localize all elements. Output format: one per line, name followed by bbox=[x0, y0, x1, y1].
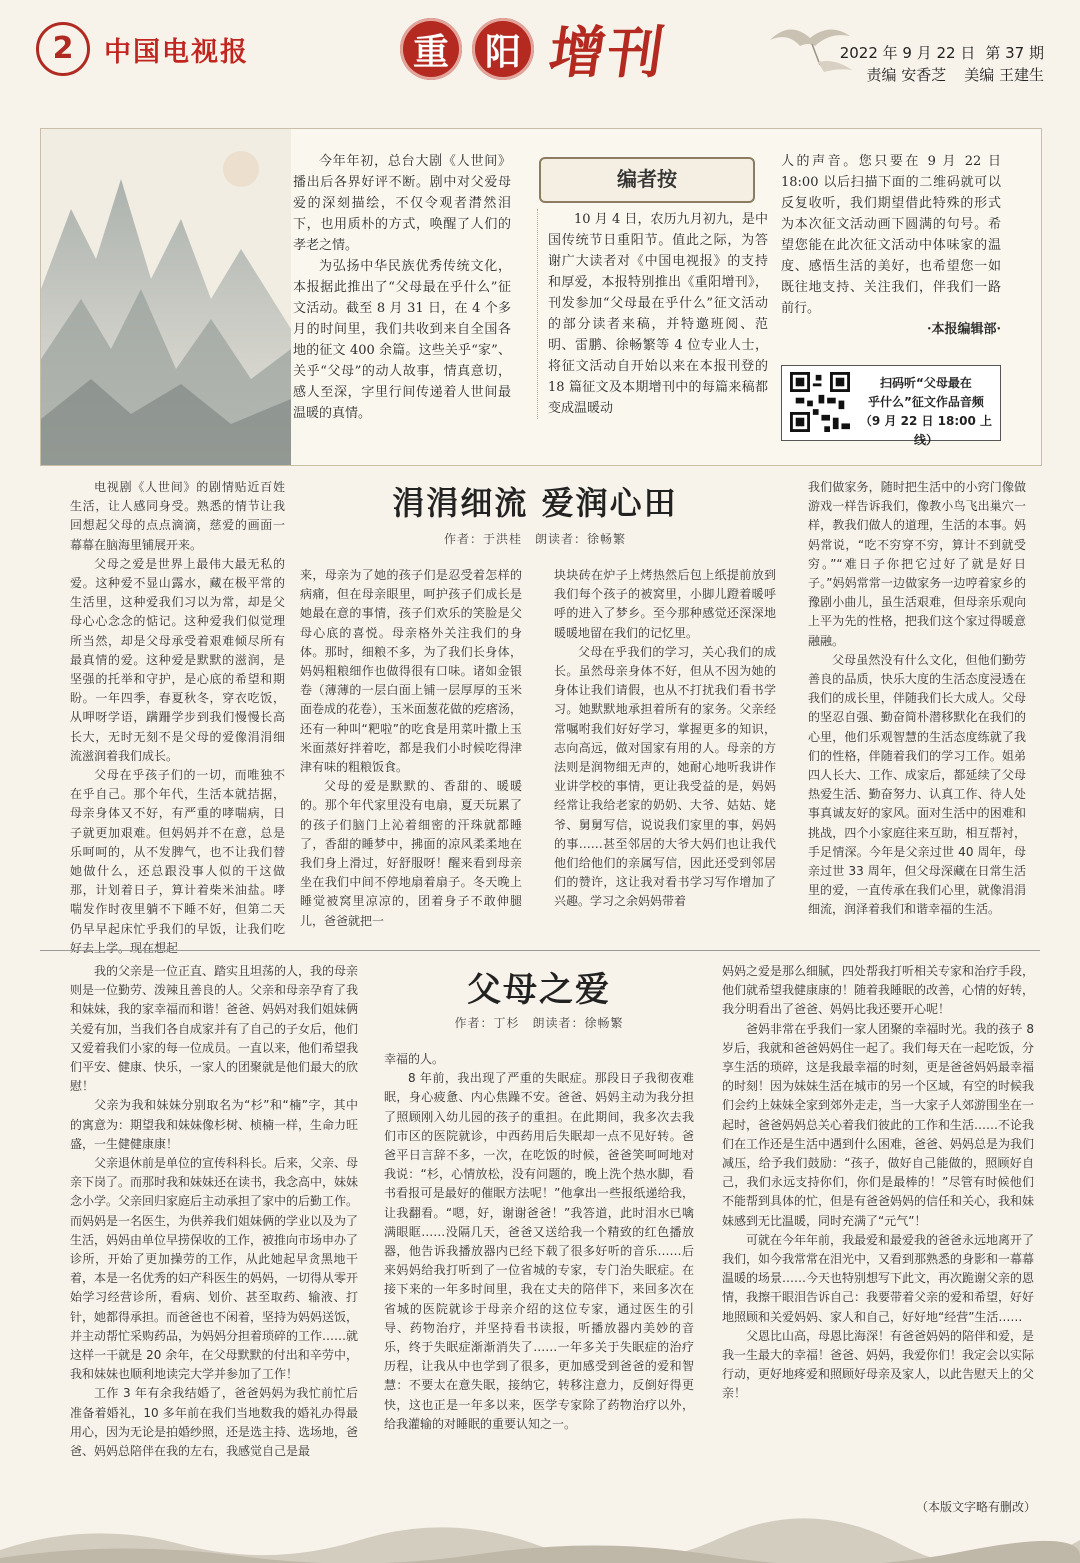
article2-col1 bbox=[70, 962, 358, 1461]
masthead-char-1: 重 bbox=[400, 18, 462, 80]
article1-title: 涓涓细流 爱润心田 bbox=[392, 484, 678, 522]
article2-paragraph: 父亲退休前是单位的宣传科科长。后来，父亲、母亲下岗了。而那时我和妹妹还在读书，我念高中，妹妹念小学。父亲回归家庭后主动承担了家中的后勤工作。而妈妈是一名医生，为供养我们姐妹俩的学业以及为了生活，妈妈由单位早捞保收的工作，被推向市场申办了诊所，开始了更加操劳的工作，从此她起早贪黑地干着，本是一名优秀的妇产科医生的妈妈，一切得从零开始学习经营诊所，看病、划价、甚至取药、输液、打针，她都得承担。而爸爸也不闲着，坚持为妈妈送饭，并主动帮忙采购药品，为妈妈分担着琐碎的工作……就这样一干就是 20 余年，在父母默默的付出和辛劳中，我和妹妹也顺利地读完大学并参加了工作！ bbox=[70, 1156, 359, 1382]
qr-caption-line: 扫码听“父母最在 bbox=[880, 376, 972, 390]
article2-col3 bbox=[722, 962, 1034, 1404]
editor-note-para: 今年年初，总台大剧《人世间》播出后各界好评不断。剧中对父爱母爱的深刻描绘，不仅令观者潸然泪下，也用质朴的方式，唤醒了人们的孝老之情。 bbox=[293, 154, 511, 253]
editor-note-para: 人的声音。您只要在 9 月 22 日 18:00 以后扫描下面的二维码就可以反复收听，我们期望借此特殊的形式为本次征文活动画下圆满的句号。希望您能在此次征文活动中体味家的温度、感悟生活的美好，也希望您一如既往地支持、关注我们，伴我们一路前行。 bbox=[781, 154, 1001, 316]
qr-caption bbox=[856, 374, 996, 450]
issue-info bbox=[830, 42, 1044, 86]
masthead-title: 增刊 bbox=[544, 20, 671, 86]
issue-number: 第 37 期 bbox=[985, 44, 1044, 62]
article2-paragraph: 8 年前，我出现了严重的失眠症。那段日子我彻夜难眠，身心疲惫、内心焦躁不安。爸爸、妈妈主动为我分担了照顾刚入幼儿园的孩子的重担。在此期间，我多次去我们市区的医院就诊，中西药用后失眠却一点不见好转。爸爸平日言辞不多，一次，在吃饭的时候，爸爸笑呵呵地对我说：“杉，心情放松，没有问题的，晚上洗个热水脚，看书看报可是最好的催眠方法呢！”他拿出一些报纸递给我，让我翻看。“嗯，好，谢谢爸爸！”我答道，此时泪水已噙满眼眶……没隔几天，爸爸又送给我一个精致的红色播放器，他告诉我播放器内已经下载了很多好听的音乐……后来妈妈给我打听到了一位省城的专家，专门治失眠症。在接下来的一年多时间里，我在丈夫的陪伴下，来回多次在省城的医院就诊于母亲介绍的这位专家，通过医生的引导、药物治疗，并坚持看书读报，听播放器内美妙的音乐，终于失眠症渐渐消失了……一年多关于失眠症的治疗历程，让我从中也学到了很多，更加感受到爸爸的爱和智慧：不要太在意失眠，接纳它，转移注意力，反倒好得更快，这也正是一年多以来，医学专家除了药物治疗以外，给我灌输的对睡眠的重要认知之一。 bbox=[384, 1071, 694, 1431]
editor-note-title: 编者按 bbox=[539, 157, 755, 203]
footnote: （本版文字略有删改） bbox=[915, 1500, 1036, 1514]
qr-caption-line: 乎什么”征文作品音频 bbox=[868, 395, 984, 409]
article2-col2 bbox=[384, 1050, 694, 1434]
article2-paragraph: 我的父亲是一位正直、踏实且坦荡的人，我的母亲则是一位勤劳、泼辣且善良的人。父亲和母亲孕育了我和妹妹，我的家幸福而和谐！爸爸、妈妈对我们姐妹俩关爱有加，当我们各自成家并有了自己的子女后，他们又爱着我们小家的每一位成员。一直以来，他们希望我们平安、健康、快乐，一家人的团聚就是他们最大的欣慰！ bbox=[70, 964, 359, 1094]
editor-note-para: 为弘扬中华民族优秀传统文化，本报据此推出了“父母最在乎什么”征文活动。截至 8 月 31 日，在 4 个多月的时间里，我们共收到来自全国各地的征文 400 余篇。这些关乎“家”、关乎“父母”的动人故事，情真意切，感人至深，字里行间传递着人世间最温暖的真情。 bbox=[293, 259, 511, 421]
editor-credit: 责编 安香芝 bbox=[866, 66, 947, 84]
article1-paragraph: 父母在乎孩子们的一切，而唯独不在乎自己。那个年代，生活本就拮据，母亲身体又不好，有严重的哮喘病，日子就更加艰难。但妈妈并不在意，总是乐呵呵的，从不发脾气，也不让我们替她做什么，还总跟没事人似的干这做那，计划着日子，算计着柴米油盐。哮喘发作时夜里躺不下睡不好，但第二天仍早早起床忙乎我们的早饭，让我们吃好去上学。现在想起 bbox=[70, 768, 285, 955]
masthead-char-2: 阳 bbox=[472, 18, 534, 80]
qr-code-icon[interactable] bbox=[790, 372, 850, 432]
editor-note-para: 10 月 4 日，农历九月初九，是中国传统节日重阳节。值此之际，为答谢广大读者对《中国电视报》的支持和厚爱，本报特别推出《重阳增刊》，刊发参加“父母最在乎什么”征文活动的部分读者来稿，并特邀班阅、范明、雷鹏、徐畅繁等 4 位专业人士，将征文活动自开始以来在本报刊登的 18 篇征文及本期增刊中的每篇来稿都变成温暖动 bbox=[548, 212, 768, 416]
article1-paragraph: 来，母亲为了她的孩子们是忍受着怎样的病痛，但在母亲眼里，呵护孩子们成长是她最在意的事情，孩子们欢乐的笑脸是父母心底的喜悦。母亲格外关注我们的身体。那时，细粮不多，为了我们长身体，妈妈粗粮细作也做得很有口味。诸如金银卷（薄薄的一层白面上铺一层厚厚的玉米面卷成的花卷），玉米面葱花做的疙瘩汤，还有一种叫“粑啦”的吃食是用菜叶撒上玉米面蒸好拌着吃，都是我们小时候吃得津津有味的粗粮饭食。 bbox=[300, 568, 523, 775]
article1-col1 bbox=[70, 478, 285, 958]
mountain-painting bbox=[41, 129, 291, 465]
article1-byline: 作者：于洪桂 朗读者：徐畅繁 bbox=[443, 532, 626, 546]
masthead bbox=[400, 14, 671, 86]
article2-paragraph: 父恩比山高，母恩比海深！有爸爸妈妈的陪伴和爱，是我一生最大的幸福！爸爸、妈妈，我爱你们！我定会以实际行动，更好地疼爱和照顾好母亲及家人，以此告慰天上的父亲！ bbox=[722, 1328, 1035, 1401]
paper-name-logo: 中国电视报 bbox=[104, 37, 249, 68]
article1-col4 bbox=[808, 478, 1026, 920]
article1-paragraph: 电视剧《人世间》的剧情贴近百姓生活，让人感同身受。熟悉的情节让我回想起父母的点点滴滴，慈爱的画面一幕幕在脑海里铺展开来。 bbox=[70, 480, 285, 552]
article2-byline: 作者：丁杉 朗读者：徐畅繁 bbox=[454, 1016, 624, 1030]
qr-code-box[interactable] bbox=[781, 365, 1001, 447]
issue-date: 2022 年 9 月 22 日 bbox=[839, 44, 976, 62]
editor-signature: ·本报编辑部· bbox=[926, 322, 1001, 337]
editor-note-col-b bbox=[537, 209, 768, 419]
article1-col3 bbox=[554, 566, 776, 912]
article2-paragraph: 爸妈非常在乎我们一家人团聚的幸福时光。我的孩子 8 岁后，我就和爸爸妈妈住一起了。我们每天在一起吃饭，分享生活的琐碎，这是我最幸福的时刻，更是爸爸妈妈最幸福的时刻！因为妹妹生活在城市的另一个区域，有空的时候我们会约上妹妹全家到郊外走走，当一大家子人郊游围坐在一起时，爸爸妈妈总关心着我们彼此的工作和生活……不论我们在工作还是生活中遇到什么困难，爸爸、妈妈总是为我们减压，给予我们鼓励：“孩子，做好自己能做的，照顾好自己，我们永远支持你们，你们是最棒的！”尽管有时候他们不能帮到具体的忙，但是有爸爸妈妈的信任和关心，我和妹妹感到无比温暖，同时充满了“元气”！ bbox=[722, 1021, 1035, 1228]
article2-paragraph: 父亲为我和妹妹分别取名为“杉”和“楠”字，其中的寓意为：期望我和妹妹像杉树、桢楠一样，生命力旺盛，一生健健康康！ bbox=[70, 1098, 359, 1151]
article2-paragraph: 幸福的人。 bbox=[384, 1052, 445, 1066]
article1-paragraph: 我们做家务，随时把生活中的小窍门像做游戏一样告诉我们，像教小鸟飞出巢穴一样，教我们做人的道理，生活的本事。妈妈常说，“吃不穷穿不穷，算计不到就受穷。”“难日子你把它过好了就是好日子。”妈妈常常一边做家务一边哼着家乡的豫剧小曲儿，虽生活艰难，但母亲乐观向上平为先的性格，把我们这个家过得暖意融融。 bbox=[808, 480, 1026, 648]
article1-col2 bbox=[300, 566, 522, 931]
article1-paragraph: 父母在乎我们的学习，关心我们的成长。虽然母亲身体不好，但从不因为她的身体让我们请假，也从不打扰我们看书学习。她默默地承担着所有的家务。父亲经常嘱咐我们好好学习，掌握更多的知识，志向高远，做对国家有用的人。母亲的方法则是润物细无声的，她耐心地听我讲作业讲学校的事情，更让我受益的是，妈妈经常让我给老家的奶奶、大爷、姑姑、姥爷、舅舅写信，说说我们家里的事，妈妈的事……甚至邻居的大爷大妈们也让我代他们给他们的亲属写信，因此还受到邻居们的赞许，这让我对看书学习写作增加了兴趣。学习之余妈妈带着 bbox=[554, 644, 776, 909]
editor-note-col-c bbox=[781, 151, 1001, 340]
article2-paragraph: 妈妈之爱是那么细腻，四处帮我打听相关专家和治疗手段，他们就希望我健康康的！随着我睡眠的改善，心情的好转，我分明看出了爸爸、妈妈比我还要开心呢！ bbox=[722, 964, 1035, 1017]
designer-credit: 美编 王建生 bbox=[964, 66, 1044, 84]
page-header bbox=[0, 0, 1080, 110]
section-divider bbox=[40, 950, 1040, 951]
article1-paragraph: 父母虽然没有什么文化，但他们勤劳善良的品质，快乐大度的生活态度浸透在我们的成长里，伴随我们长大成人。父母的坚忍自强、勤奋简朴潜移默化在我们的心里，他们乐观智慧的生活态度练就了我们的性格，伴随着我们的学习工作。姐弟四人长大、工作、成家后，都延续了父母热爱生活、勤奋努力、认真工作、待人处事真诚友好的家风。面对生活中的困难和挑战，四个小家庭往来互助，相互帮衬，手足情深。今年是父亲过世 40 周年，母亲过世 33 周年，但父母深藏在日常生活里的爱，一直传承在我们心里，就像涓涓细流，润泽着我们和谐幸福的生活。 bbox=[808, 652, 1026, 917]
article1-paragraph: 父母的爱是默默的、香甜的、暖暖的。那个年代家里没有电扇，夏天玩累了的孩子们脑门上沁着细密的汗珠就都睡了，香甜的睡梦中，拂面的凉风柔柔地在我们身上滑过，好舒服呀！醒来看到母亲坐在我们中间不停地扇着扇子。冬天晚上睡觉被窝里凉凉的，团着身子不敢伸腿儿，爸爸就把一 bbox=[300, 779, 522, 928]
article1-paragraph: 父母之爱是世界上最伟大最无私的爱。这种爱不显山露水，藏在极平常的生活里，这种爱我们习以为常，却是父母心心念念的惦记。这种爱我们似觉理所当然，却是父母承受着艰难倾尽所有最真情的爱。这种爱是默默的滋润，是坚强的托举和守护，是心底的希望和期盼。一年四季，春夏秋冬，穿衣吃饭，从呷呀学语，蹒跚学步到我们慢慢长高长大，无时无刻不是父母的爱像涓涓细流滋润着我们成长。 bbox=[70, 556, 285, 763]
article1-paragraph: 块块砖在炉子上烤热然后包上纸提前放到我们每个孩子的被窝里，小脚儿蹬着暖呼呼的进入了梦乡。至今那种感觉还深深地暖暖地留在我们的记忆里。 bbox=[554, 568, 776, 640]
article2-paragraph: 可就在今年年前，我最爱和最爱我的爸爸永远地离开了我们，如今我常常在泪光中，又看到那熟悉的身影和一幕幕温暖的场景……今天也特别想写下此文，再次跪谢父亲的恩情，我擦干眼泪告诉自己：我要带着父亲的爱和希望，好好地照顾和关爱妈妈、家人和自己，好好地“经营”生活…… bbox=[722, 1232, 1035, 1324]
qr-caption-line: （9 月 22 日 18:00 上线） bbox=[859, 414, 993, 447]
editor-note-col-a bbox=[293, 151, 511, 424]
page-number: 2 bbox=[36, 22, 90, 76]
article2-title: 父母之爱 bbox=[467, 970, 611, 1010]
article2-paragraph: 工作 3 年有余我结婚了，爸爸妈妈为我忙前忙后准备着婚礼，10 多年前在我们当地数我的婚礼办得最用心，因为无论是拍婚纱照，还是选主持、选场地，爸爸、妈妈总陪伴在我的左右，我感觉自己是最 bbox=[70, 1386, 359, 1459]
footer-mountains bbox=[0, 1510, 1080, 1563]
editor-note-panel bbox=[40, 128, 1042, 466]
